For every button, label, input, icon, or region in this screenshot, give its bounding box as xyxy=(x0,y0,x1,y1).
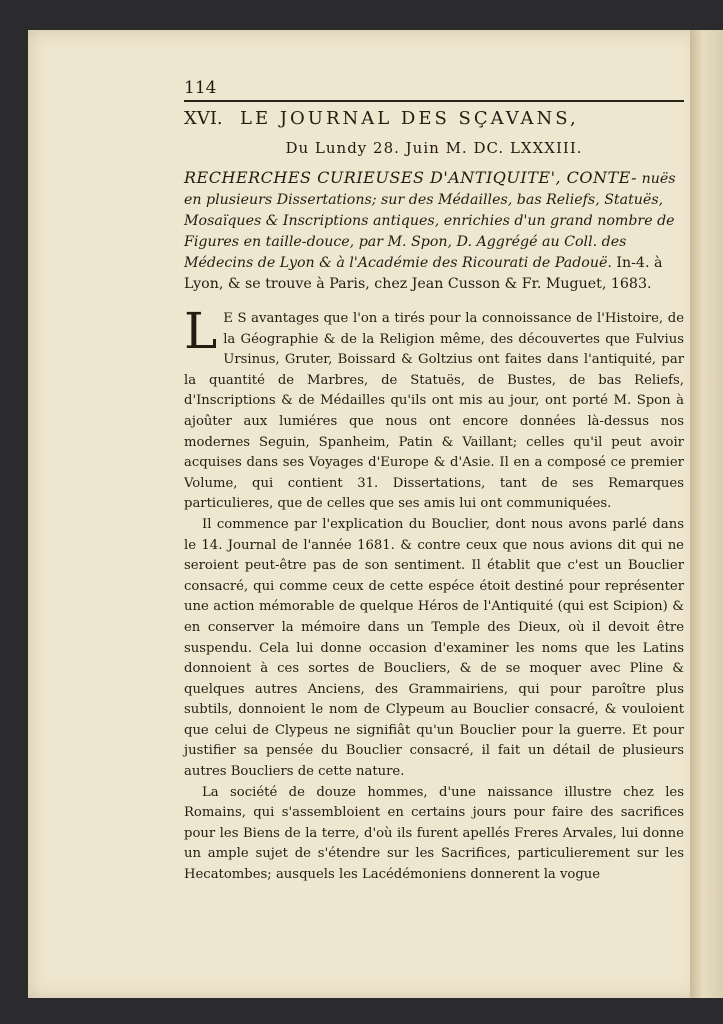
page-content xyxy=(184,78,684,886)
issue-date: Du Lundy 28. Juin M. DC. LXXXIII. xyxy=(285,139,583,157)
journal-title-line xyxy=(184,108,684,129)
paragraph-1-text: E S avantages que l'on a tirés pour la connoissance de l'Histoire, de la Géographie & de la Religion même, des découvertes que Fulvius Ursinus, Gruter, Boissard & Goltzius ont faites dans l'antiquité, par la quantité de Marbres, de Statuës, de Bustes, de bas Reliefs, d'Inscriptions & de Médailles qu'ils ont mis au jour, ont porté M. Spon à ajoûter aux lumiéres que nous ont encore données là-dessus nos modernes Seguin, Spanheim, Patin & Vaillant; celles qu'il peut avoir acquises dans ses Voyages d'Europe & d'Asie. Il en a composé ce premier Volume, qui contient 31. Dissertations, tant de ses Remarques particulieres, que de celles que ses amis lui ont communiquées. xyxy=(184,311,684,512)
book-title-description: nuës en plusieurs Dissertations; sur des Médailles, bas Reliefs, Statuës, Mosaïques & Inscriptions antiques, enrichies d'un grand nombre de Figures en taille-douce, par M. Spon, D. Aggrégé au Coll. des Médecins de Lyon & à l'Académie des Ricourati de Padouë. xyxy=(184,171,676,271)
book-title-lead: RECHERCHES CURIEUSES D'ANTIQUITE', CONTE- xyxy=(184,168,638,187)
article-body xyxy=(184,302,684,886)
drop-cap: L xyxy=(184,302,218,360)
paragraph-3: La société de douze hommes, d'une naissance illustre chez les Romains, qui s'assembloient en certains jours pour faire des sacrifices pour les Biens de la terre, d'où ils furent apellés Freres Arvales, lui donne un ample sujet de s'étendre sur les Sacrifices, particulierement sur les Hecatombes; ausquels les Lacédémoniens donnerent la vogue xyxy=(184,784,684,883)
journal-title: LE JOURNAL DES SÇAVANS, xyxy=(240,108,579,129)
paragraph-1 xyxy=(184,302,684,515)
book-imprint: In-4. à Lyon, & se trouve à Paris, chez Jean Cusson & Fr. Muguet, 1683. xyxy=(184,255,663,292)
paragraph-2: Il commence par l'explication du Bouclier, dont nous avons parlé dans le 14. Journal de l'année 1681. & contre ceux que nous avions dit qui ne seroient peut-être pas de son sentiment. Il établit que c'est un Bouclier consacré, qui comme ceux de cette espéce étoit destiné pour représenter une action mémorable de quelque Héros de l'Antiquité (qui est Scipion) & en conserver la mémoire dans un Temple des Dieux, où il devoit être suspendu. Cela lui donne occasion d'examiner les noms que les Latins donnoient à ces sortes de Boucliers, & de se moquer avec Pline & quelques autres Anciens, des Grammairiens, qui pour paroître plus subtils, donnoient le nom de Clypeum au Bouclier consacré, & vouloient que celui de Clypeus ne signifiât qu'un Bouclier pour la guerre. Et pour justifier sa pensée du Bouclier consacré, il fait un détail de plusieurs autres Boucliers de cette nature. xyxy=(184,516,684,780)
book-gutter xyxy=(690,30,723,998)
book-title-block xyxy=(184,167,684,295)
article-number: XVI. xyxy=(184,108,223,129)
running-head xyxy=(184,78,684,102)
page-number: 114 xyxy=(184,78,217,98)
